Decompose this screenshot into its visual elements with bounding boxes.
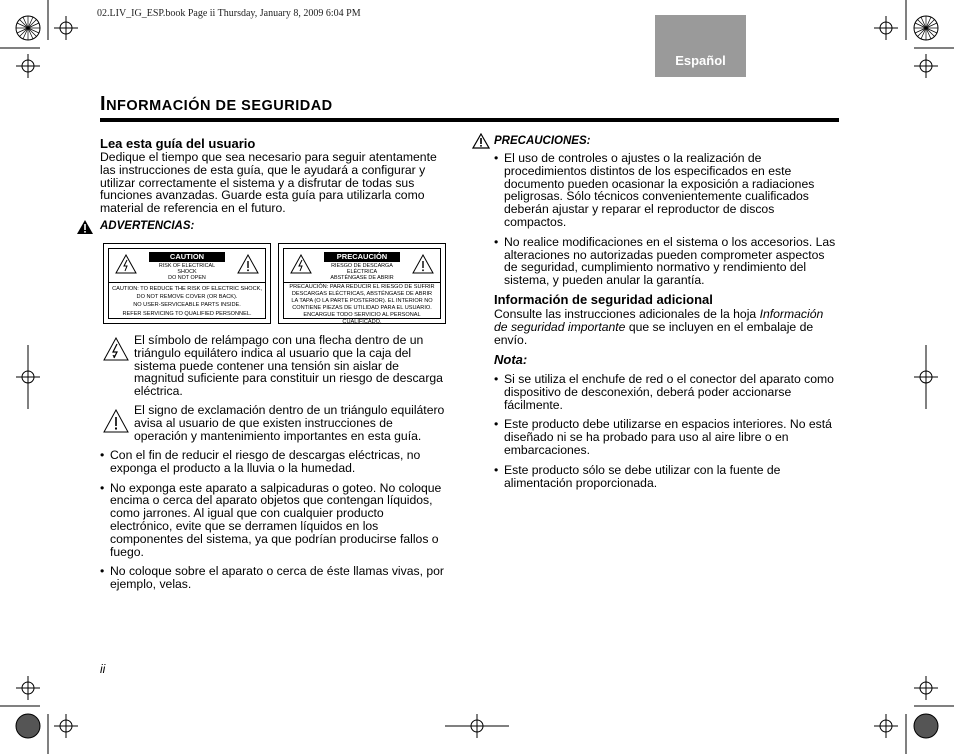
title-rule [100,118,839,122]
guide-heading: Lea esta guía del usuario [100,136,256,151]
caution-label-frame [108,248,266,319]
list-item: • Este producto sólo se debe utilizar con la fuente de alimentación proporcionada. [494,464,839,490]
caution-label-line: NO USER-SERVICEABLE PARTS INSIDE. [133,302,241,309]
language-tab-label: Español [675,53,726,68]
precautions-heading: PRECAUCIONES: [494,135,591,147]
list-item: • No coloque sobre el aparato o cerca de éste llamas vivas, por ejemplo, velas. [100,565,445,591]
additional-text-post: que se incluyen en el embalaje de envío. [494,319,814,347]
warning-icon [76,219,94,235]
exclamation-explanation: El signo de exclamación dentro de un triángulo equilátero avisa al usuario de que existen instrucciones de operación y mantenimiento importantes en esta guía. [134,403,445,443]
lightning-explanation: El símbolo de relámpago con una flecha dentro de un triángulo equilátero indica al usuario que la caja del sistema puede contener una tensión sin aislar de magnitud suficiente para constituir un riesgo de descarga eléctrica. [134,333,443,399]
title-initial: I [100,93,107,115]
list-item: • Si se utiliza el enchufe de red o el conector del aparato como dispositivo de desconexión, deberá poder accionarse fácilmente. [494,373,839,411]
lightning-icon [290,254,312,274]
additional-heading: Información de seguridad adicional [494,292,713,307]
precaucion-label-sub [324,263,400,281]
caution-label-line: CAUTION: TO REDUCE THE RISK OF ELECTRIC SHOCK, [112,286,262,292]
caution-label-head: CAUTION [149,252,225,262]
caution-icon [472,133,490,149]
exclamation-icon [237,254,259,274]
caution-label-line: DO NOT REMOVE COVER (OR BACK). [136,294,238,301]
caution-label-sub-line: RISK OF ELECTRICAL SHOCK [158,263,216,275]
caution-label-sub-line: DO NOT OPEN [168,275,206,281]
precaucion-label-sub-line: RIESGO DE DESCARGA ELÉCTRICA [331,263,393,275]
precaucion-label-line: ENCARGUE TODO SERVICIO AL PERSONAL CUALIFICADO. [303,312,421,325]
caution-label [103,243,271,324]
list-item: • Este producto debe utilizarse en espacios interiores. No está diseñado ni se ha probado para uso al aire libre o en embarcaciones. [494,418,839,456]
notes-list [494,373,839,496]
caution-label-line: REFER SERVICING TO QUALIFIED PERSONNEL. [122,310,252,317]
additional-text-pre: Consulte las instrucciones adicionales de la hoja [494,307,760,321]
exclamation-triangle-icon [103,409,129,433]
additional-text-italic: Información de seguridad importante [494,307,824,334]
caution-label-divider [109,282,265,283]
language-tab [655,15,746,77]
precaucion-label-line: CONTIENE PIEZAS DE UTILIDAD PARA EL USUARIO. [292,305,432,311]
note-heading: Nota: [494,352,528,367]
precaucion-label-divider [284,282,440,283]
precaucion-label-sub-line: ABSTÉNGASE DE ABRIR [330,275,394,281]
caution-label-sub [149,263,225,281]
precaucion-label-head: PRECAUCIÓN [324,252,400,262]
precaucion-label [278,243,446,324]
left-bullet-list [100,449,445,598]
precaucion-label-line: DESCARGAS ELÉCTRICAS, ABSTÉNGASE DE ABRIR [291,291,433,297]
precaucion-label-line: LA TAPA (O LA PARTE POSTERIOR). EL INTERIOR NO [291,298,433,304]
lightning-triangle-icon [103,337,129,361]
lightning-icon [115,254,137,274]
list-item: • Con el fin de reducir el riesgo de descargas eléctricas, no exponga el producto a la lluvia o la humedad. [100,449,445,475]
warnings-heading: ADVERTENCIAS: [100,220,195,232]
precaucion-label-frame [283,248,441,325]
page-number: ii [100,662,106,676]
caution-label-text [111,285,263,318]
precaucion-label-line: PRECAUCIÓN: PARA REDUCIR EL RIESGO DE SUFRIR [289,284,435,290]
page-title [100,93,333,116]
exclamation-icon [412,254,434,274]
additional-text [494,308,839,346]
list-item: • El uso de controles o ajustes o la realización de procedimientos distintos de los especificados en este documento pueden ocasionar la exposición a radiaciones peligrosas. Sólo técnicos convenientemente cualificados deberán ajustar y reparar el reproductor de discos compactos. [494,152,839,229]
guide-text: Dedique el tiempo que sea necesario para seguir atentamente las instrucciones de esta guía, que le ayudará a configurar y utilizar correctamente el sistema y a disfrutar de todas sus funciones avanzadas. Guarde esta guía para utilizarla como material de referencia en el futuro. [100,150,437,216]
precautions-list [494,152,839,294]
list-item: • No realice modificaciones en el sistema o los accesorios. Las alteraciones no autorizadas pueden comprometer aspectos de seguridad, cumplimiento normativo y rendimiento del sistema, y pueden anular la garantía. [494,236,839,287]
title-rest: NFORMACIÓN DE SEGURIDAD [106,98,333,114]
precaucion-label-text [286,284,438,326]
list-item: • No exponga este aparato a salpicaduras o goteo. No coloque encima o cerca del aparato objetos que contengan líquidos, como jarrones. Al igual que con cualquier producto electrónico, evite que se derramen líquidos en los componentes del sistema, ya que podrían producirse fallos o fuego. [100,482,445,559]
file-info-header: 02.LIV_IG_ESP.book Page ii Thursday, January 8, 2009 6:04 PM [97,8,361,19]
